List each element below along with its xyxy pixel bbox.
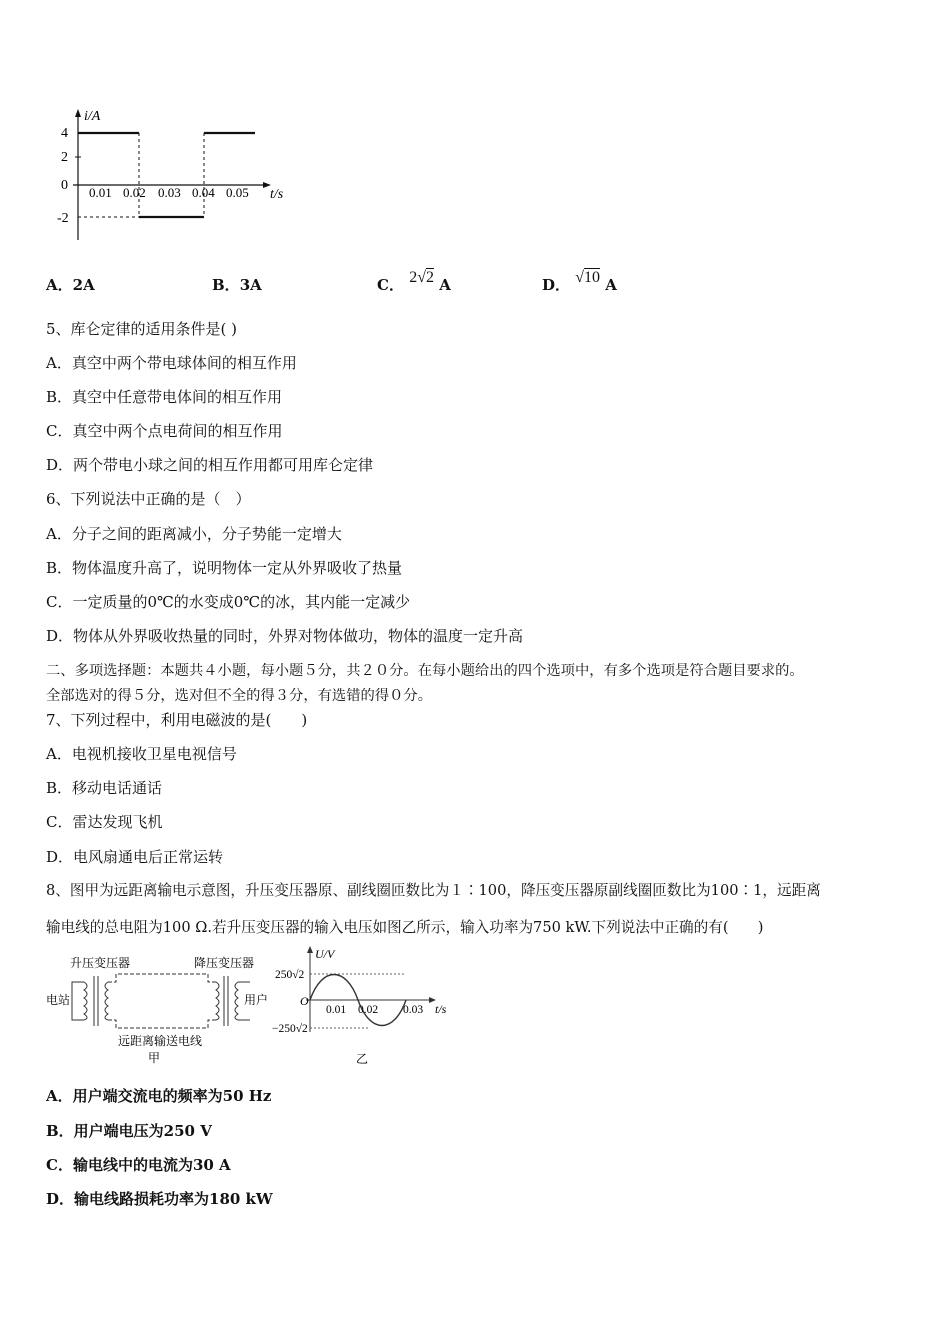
q6-option-a[interactable]: A．分子之间的距离减小，分子势能一定增大 — [46, 525, 342, 543]
q7-option-d[interactable]: D．电风扇通电后正常运转 — [46, 848, 224, 866]
option-text: 3A — [239, 276, 262, 294]
station-label: 电站 — [46, 993, 71, 1007]
current-time-graph — [55, 105, 305, 245]
voltage-time-graph — [272, 942, 457, 1070]
q8-option-a[interactable]: A．用户端交流电的频率为50 Hz — [46, 1087, 272, 1105]
option-label: D． — [542, 276, 571, 294]
step-down-secondary-coil — [235, 982, 238, 1020]
q5-option-a[interactable]: A．真空中两个带电球体间的相互作用 — [46, 354, 297, 372]
xtick-003: 0.03 — [403, 1004, 424, 1016]
option-text: 2A — [72, 276, 95, 294]
q8-option-c[interactable]: C．输电线中的电流为30 A — [46, 1156, 231, 1174]
xtick-002: 0.02 — [123, 185, 146, 200]
option-unit: A — [439, 276, 451, 294]
step-up-secondary-coil — [105, 982, 108, 1020]
figure-yi-caption: 乙 — [356, 1052, 369, 1066]
ymin-label: −250√2 — [272, 1023, 308, 1035]
option-label: B． — [212, 276, 240, 294]
section2-instructions-line1: 二、多项选择题：本题共４小题，每小题５分，共２０分。在每小题给出的四个选项中，有多个选项是符合题目要求的。 — [46, 663, 804, 679]
step-down-label: 降压变压器 — [194, 956, 255, 970]
step-down-primary-coil — [216, 982, 219, 1020]
section2-instructions-line2: 全部选对的得５分，选对但不全的得３分，有选错的得０分。 — [46, 688, 433, 704]
ytick-0: 0 — [61, 178, 68, 193]
q4-option-b[interactable] — [212, 274, 262, 295]
q6-option-d[interactable]: D．物体从外界吸收热量的同时，外界对物体做功，物体的温度一定升高 — [46, 627, 524, 645]
transmission-line-bottom — [108, 1020, 216, 1028]
y-axis-arrow — [307, 946, 313, 953]
q4-option-d[interactable] — [542, 269, 617, 295]
xtick-004: 0.04 — [192, 185, 215, 200]
q8-stem-line2: 输电线的总电阻为100 Ω.若升压变压器的输入电压如图乙所示，输入功率为750 kW.下列说法中正确的有( ) — [46, 919, 764, 936]
step-up-primary-coil — [84, 982, 87, 1020]
ytick-neg2: -2 — [57, 211, 69, 226]
xtick-005: 0.05 — [226, 185, 249, 200]
sqrt-expression: √10 — [575, 269, 601, 286]
y-axis-arrow — [75, 109, 81, 117]
q4-option-a[interactable] — [46, 274, 95, 295]
ytick-2: 2 — [61, 150, 68, 165]
origin-label: O — [300, 994, 309, 1008]
q7-option-b[interactable]: B．移动电话通话 — [46, 779, 163, 797]
figure-jia-caption: 甲 — [148, 1051, 161, 1065]
q5-option-b[interactable]: B．真空中任意带电体间的相互作用 — [46, 388, 283, 406]
y-axis-label: i/A — [84, 109, 101, 124]
q8-option-d[interactable]: D．输电线路损耗功率为180 kW — [46, 1190, 273, 1208]
q6-option-c[interactable]: C．一定质量的0℃的水变成0℃的冰，其内能一定减少 — [46, 593, 411, 611]
xtick-001: 0.01 — [89, 185, 112, 200]
xtick-003: 0.03 — [158, 185, 181, 200]
y-axis-label: U/V — [315, 947, 335, 961]
q6-option-b[interactable]: B．物体温度升高了，说明物体一定从外界吸收了热量 — [46, 559, 403, 577]
q7-option-a[interactable]: A．电视机接收卫星电视信号 — [46, 745, 237, 763]
q8-stem-line1: 8、图甲为远距离输电示意图，升压变压器原、副线圈匝数比为１∶100，降压变压器原副线圈匝数比为100∶1，远距离 — [46, 882, 821, 899]
xtick-001: 0.01 — [326, 1004, 347, 1016]
q5-option-d[interactable]: D．两个带电小球之间的相互作用都可用库仑定律 — [46, 456, 374, 474]
x-axis-label: t/s — [270, 187, 284, 202]
q5-option-c[interactable]: C．真空中两个点电荷间的相互作用 — [46, 422, 283, 440]
q5-stem: 5、库仑定律的适用条件是( ) — [46, 320, 238, 338]
sqrt-coefficient: 2 — [409, 269, 418, 286]
option-label: A． — [46, 276, 73, 294]
q4-option-c[interactable] — [377, 269, 451, 295]
xtick-002: 0.02 — [358, 1004, 379, 1016]
x-axis-label: t/s — [435, 1002, 447, 1016]
option-unit: A — [605, 276, 617, 294]
q6-stem: 6、下列说法中正确的是（ ） — [46, 490, 251, 508]
q7-option-c[interactable]: C．雷达发现飞机 — [46, 813, 163, 831]
option-label: C． — [377, 276, 404, 294]
transmission-line-top — [108, 974, 216, 982]
q8-option-b[interactable]: B．用户端电压为250 V — [46, 1122, 212, 1140]
transmission-line-label: 远距离输送电线 — [118, 1034, 203, 1048]
sqrt-expression: 2√2 — [409, 269, 434, 286]
transmission-diagram — [44, 952, 274, 1070]
sqrt-radicand: 2 — [425, 269, 434, 286]
q7-stem: 7、下列过程中，利用电磁波的是( ) — [46, 711, 308, 729]
user-label: 用户 — [244, 993, 269, 1007]
ytick-4: 4 — [61, 126, 68, 141]
ymax-label: 250√2 — [275, 969, 305, 981]
step-up-label: 升压变压器 — [70, 956, 131, 970]
sqrt-radicand: 10 — [584, 269, 601, 286]
